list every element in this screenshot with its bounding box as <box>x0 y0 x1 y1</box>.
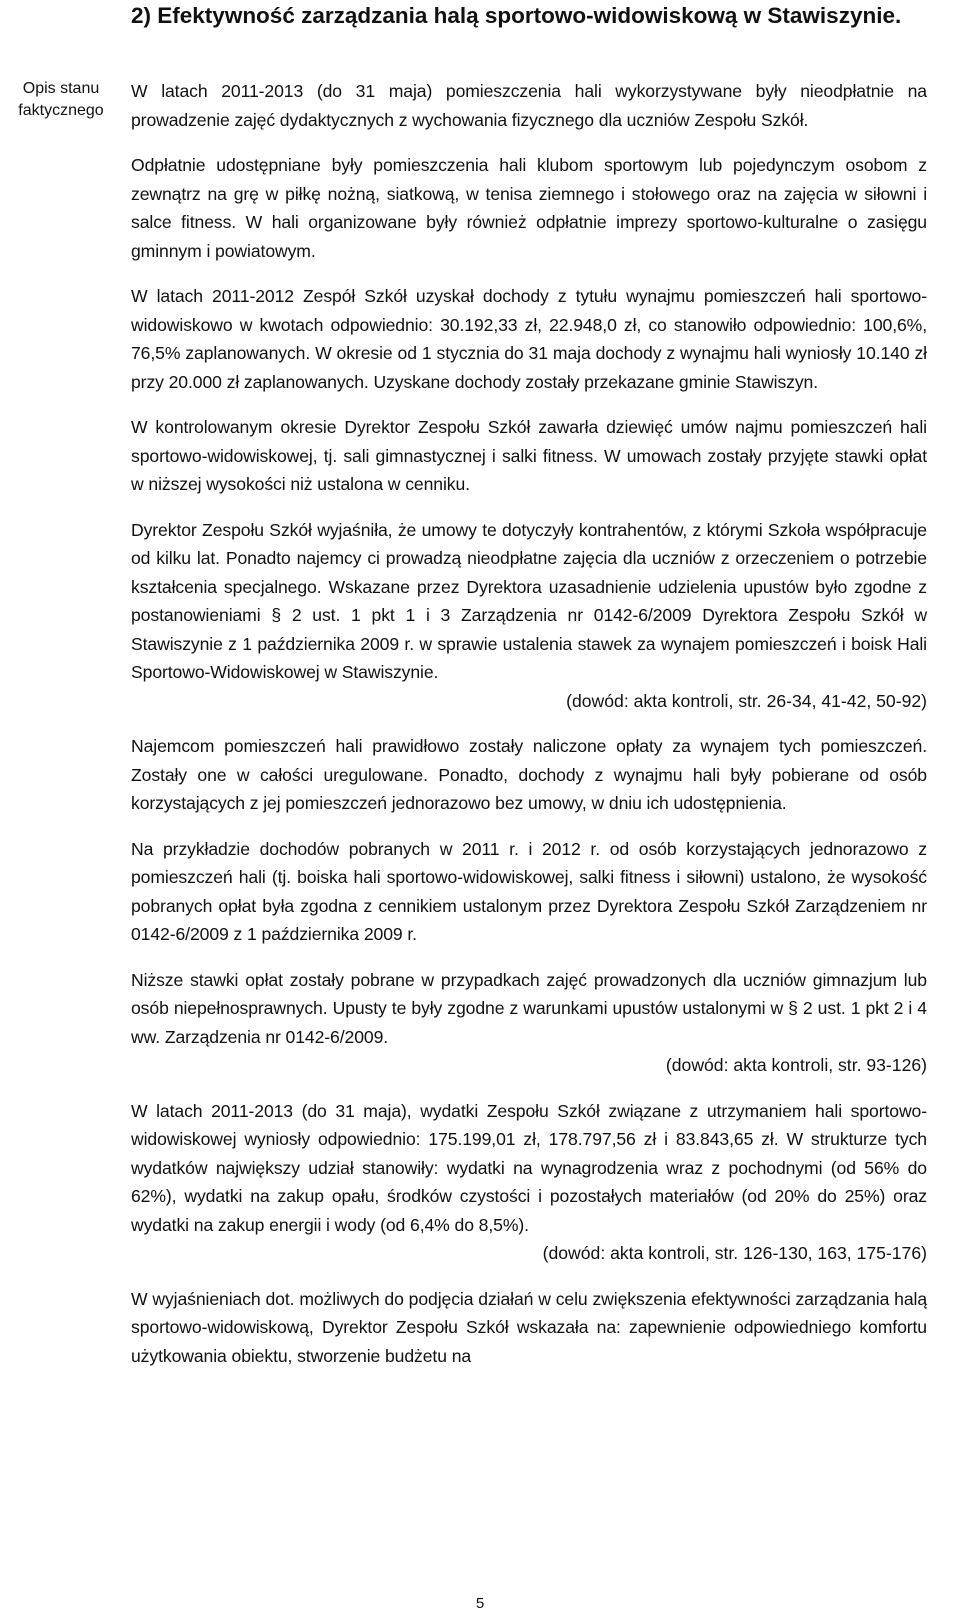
page-number: 5 <box>475 1595 485 1612</box>
paragraph: Na przykładzie dochodów pobranych w 2011 r. i 2012 r. od osób korzystających jednorazowo z pomieszczeń hali (tj. boiska hali sportowo-widowiskowej, salki fitness i siłowni) ustalono, że wysokość pobranych opłat była zgodna z cennikiem ustalonym przez Dyrektora Zespołu Szkół Zarządzeniem nr 0142-6/2009 z 1 października 2009 r. <box>131 838 927 944</box>
paragraph: W latach 2011-2013 (do 31 maja) pomieszczenia hali wykorzystywane były nieodpłatnie na prowadzenie zajęć dydaktycznych z wychowania fizycznego dla uczniów Zespołu Szkół. <box>131 81 927 130</box>
evidence-reference: (dowód: akta kontroli, str. 126-130, 163, 175-176) <box>542 1243 927 1263</box>
paragraph: W wyjaśnieniach dot. możliwych do podjęcia działań w celu zwiększenia efektywności zarządzania halą sportowo-widowiskową, Dyrektor Zespołu Szkół wskazała na: zapewnienie odpowiedniego komfortu użytkowania obiektu, stworzenie budżetu na <box>131 1288 927 1366</box>
paragraph: Najemcom pomieszczeń hali prawidłowo zostały naliczone opłaty za wynajem tych pomieszczeń. Zostały one w całości uregulowane. Ponadto, dochody z wynajmu hali były pobierane od osób korzystających z jej pomieszczeń jednorazowo bez umowy, w dniu ich udostępnienia. <box>131 736 927 813</box>
section-title: Efektywność zarządzania halą sportowo-widowiskową w Stawiszynie. <box>157 3 902 28</box>
paragraph: Odpłatnie udostępniane były pomieszczenia hali klubom sportowym lub pojedynczym osobom z zewnątrz na grę w piłkę nożną, siatkową, w tenisa ziemnego i stołowego oraz na zajęcia w siłowni i salce fitness. W hali organizowane były również odpłatnie imprezy sportowo-kulturalne o zasięgu gminnym i powiatowym. <box>131 155 927 261</box>
paragraph: Dyrektor Zespołu Szkół wyjaśniła, że umowy te dotyczyły kontrahentów, z którymi Szkoła współpracuje od kilku lat. Ponadto najemcy ci prowadzą nieodpłatne zajęcia dla uczniów z orzeczeniem o potrzebie kształcenia specjalnego. Wskazane przez Dyrektora uzasadnienie udzielenia upustów było zgodne z postanowieniami § 2 ust. 1 pkt 1 i 3 Zarządzenia nr 0142-6/2009 Dyrektora Zespołu Szkół w Stawiszynie z 1 października 2009 r. w sprawie ustalenia stawek za wynajem pomieszczeń i boisk Hali Sportowo-Widowiskowej w Stawiszynie. <box>131 519 927 682</box>
paragraph: W latach 2011-2013 (do 31 maja), wydatki Zespołu Szkół związane z utrzymaniem hali sportowo-widowiskowej wyniosły odpowiednio: 175.199,01 zł, 178.797,56 zł i 83.843,65 zł. W strukturze tych wydatków największy udział stanowiły: wydatki na wynagrodzenia wraz z pochodnymi (od 56% do 62%), wydatki na zakup opału, środków czystości i pozostałych materiałów (od 20% do 25%) oraz wydatki na zakup energii i wody (od 6,4% do 8,5%). <box>131 1100 927 1235</box>
evidence-reference: (dowód: akta kontroli, str. 26-34, 41-42, 50-92) <box>566 690 927 711</box>
paragraph: W kontrolowanym okresie Dyrektor Zespołu Szkół zawarła dziewięć umów najmu pomieszczeń hali sportowo-widowiskowej, tj. sali gimnastycznej i salki fitness. W umowach zostały przyjęte stawki opłat w niższej wysokości niż ustalona w cenniku. <box>131 417 927 494</box>
paragraph: Niższe stawki opłat zostały pobrane w przypadkach zajęć prowadzonych dla uczniów gimnazjum lub osób niepełnosprawnych. Upusty te były zgodne z warunkami upustów ustalonymi w § 2 ust. 1 pkt 2 i 4 ww. Zarządzenia nr 0142-6/2009. <box>131 969 927 1047</box>
section-number: 2) <box>131 3 152 28</box>
section-heading <box>131 2 927 30</box>
body-text <box>131 77 927 1370</box>
margin-label: Opis stanu faktycznego <box>18 80 104 119</box>
paragraph: W latach 2011-2012 Zespół Szkół uzyskał dochody z tytułu wynajmu pomieszczeń hali sportowo-widowiskowo w kwotach odpowiednio: 30.192,33 zł, 22.948,0 zł, co stanowiło odpowiednio: 100,6%, 76,5% zaplanowanych. W okresie od 1 stycznia do 31 maja dochody z wynajmu hali wyniosły 10.140 zł przy 20.000 zł zaplanowanych. Uzyskane dochody zostały przekazane gminie Stawiszyn. <box>131 286 927 392</box>
evidence-reference: (dowód: akta kontroli, str. 93-126) <box>665 1055 927 1075</box>
